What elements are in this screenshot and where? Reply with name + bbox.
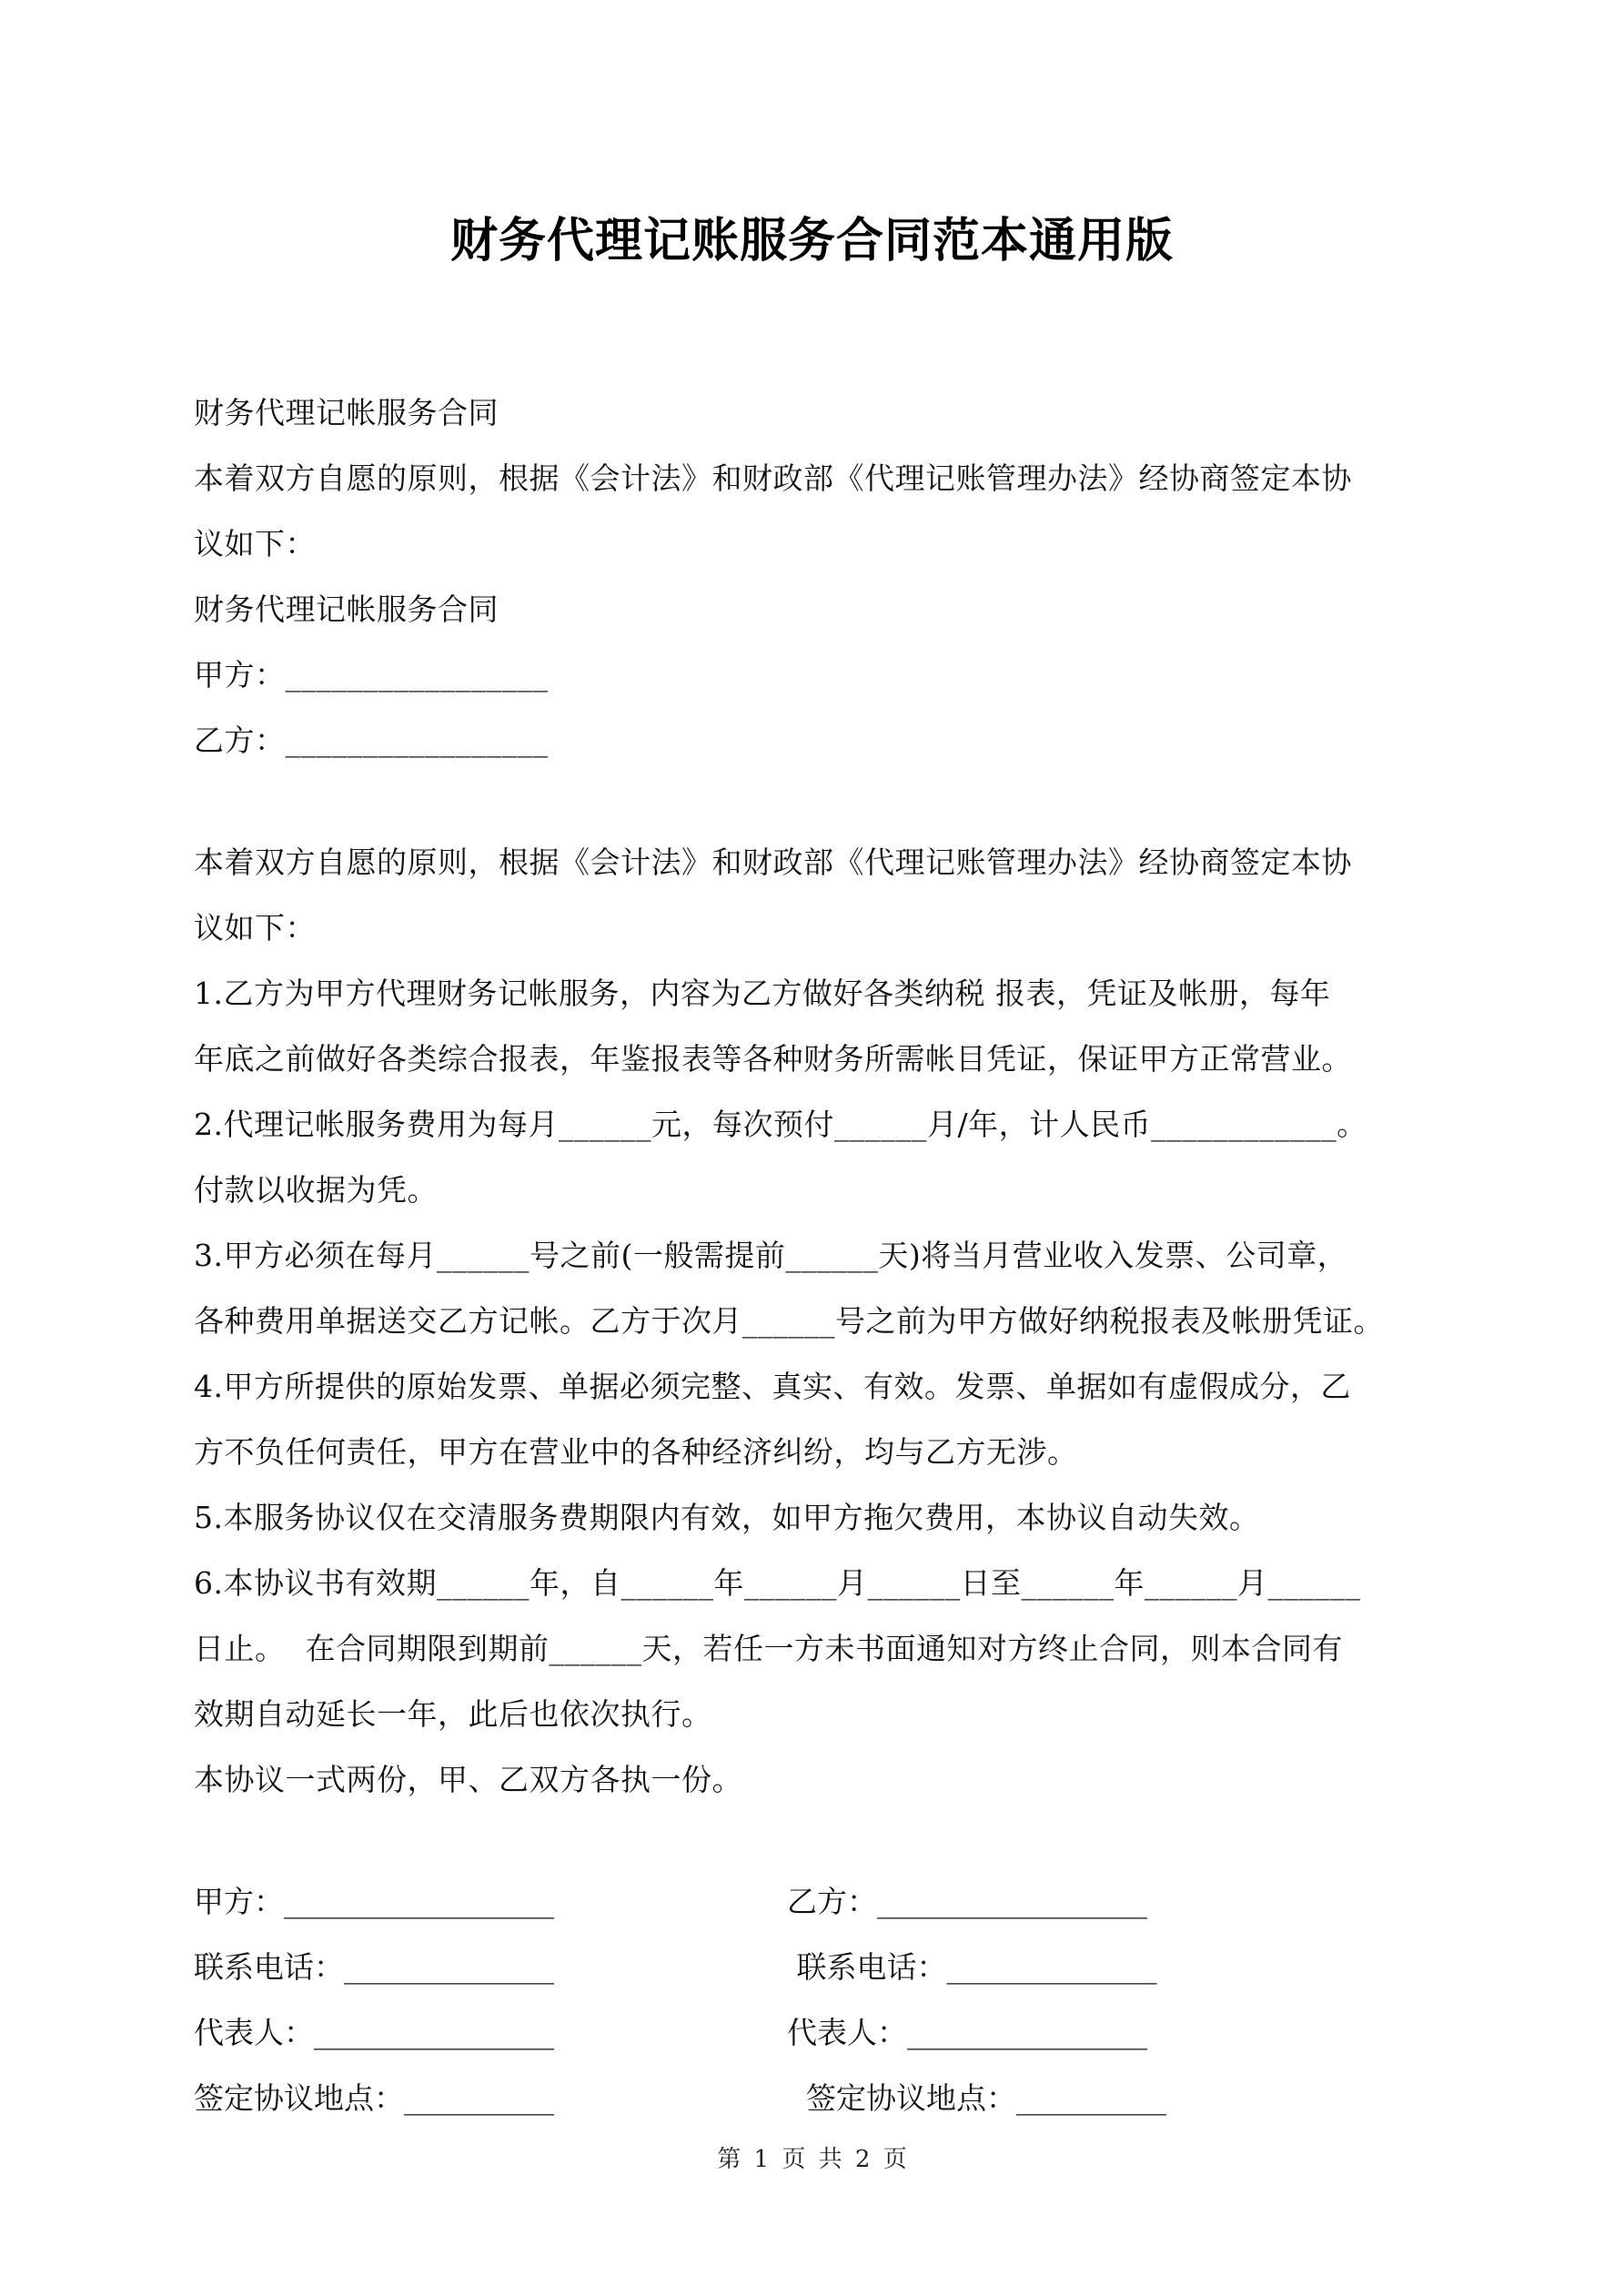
clause-2-line: 付款以收据为凭。 (194, 1172, 438, 1208)
clause-5-line: 5.本服务协议仅在交清服务费期限内有效，如甲方拖欠费用，本协议自动失效。 (194, 1500, 1260, 1535)
clause-6-line: 日止。 在合同期限到期前______天，若任一方未书面通知对方终止合同，则本合同有 (194, 1631, 1343, 1666)
party-b-line: 乙方：_________________ (194, 723, 549, 758)
clause-1-line: 年底之前做好各类综合报表，年鉴报表等各种财务所需帐目凭证，保证甲方正常营业。 (194, 1041, 1352, 1077)
sign-party-b: 乙方：__________________ (787, 1884, 1147, 1919)
clause-3-line: 3.甲方必须在每月______号之前(一般需提前______天)将当月营业收入发票、公司章， (194, 1238, 1348, 1273)
subtitle-line: 财务代理记帐服务合同 (194, 395, 499, 430)
page-footer: 第 1 页 共 2 页 (717, 2146, 907, 2173)
document-title: 财务代理记账服务合同范本通用版 (449, 213, 1174, 268)
clause-6-line: 6.本协议书有效期______年，自______年______月______日至______年______月______ (194, 1565, 1361, 1601)
sign-location-b: 签定协议地点：__________ (787, 2080, 1166, 2116)
clause-3-line: 各种费用单据送交乙方记帐。乙方于次月______号之前为甲方做好纳税报表及帐册凭证。 (194, 1303, 1384, 1339)
closing-line: 本协议一式两份，甲、乙双方各执一份。 (194, 1762, 742, 1797)
sign-representative-b: 代表人：________________ (787, 2015, 1147, 2050)
party-a-line: 甲方：_________________ (194, 657, 549, 693)
sign-party-a: 甲方：__________________ (194, 1884, 554, 1919)
clause-6-line: 效期自动延长一年，此后也依次执行。 (194, 1696, 712, 1732)
subtitle-line: 财务代理记帐服务合同 (194, 592, 499, 627)
sign-location-a: 签定协议地点：__________ (194, 2080, 554, 2116)
clause-1-line: 1.乙方为甲方代理财务记帐服务，内容为乙方做好各类纳税 报表，凭证及帐册，每年 (194, 976, 1331, 1011)
body-line: 本着双方自愿的原则，根据《会计法》和财政部《代理记账管理办法》经协商签定本协 (194, 460, 1352, 496)
clause-4-line: 方不负任何责任，甲方在营业中的各种经济纠纷，均与乙方无涉。 (194, 1434, 1078, 1470)
sign-phone-b: 联系电话：______________ (787, 1949, 1157, 1985)
body-line: 议如下： (194, 910, 316, 946)
sign-representative-a: 代表人：________________ (194, 2015, 554, 2050)
body-line: 议如下： (194, 526, 316, 561)
body-line: 本着双方自愿的原则，根据《会计法》和财政部《代理记账管理办法》经协商签定本协 (194, 845, 1352, 880)
clause-2-line: 2.代理记帐服务费用为每月______元，每次预付______月/年，计人民币____________。 (194, 1107, 1367, 1142)
sign-phone-a: 联系电话：______________ (194, 1949, 554, 1985)
clause-4-line: 4.甲方所提供的原始发票、单据必须完整、真实、有效。发票、单据如有虚假成分，乙 (194, 1369, 1351, 1404)
